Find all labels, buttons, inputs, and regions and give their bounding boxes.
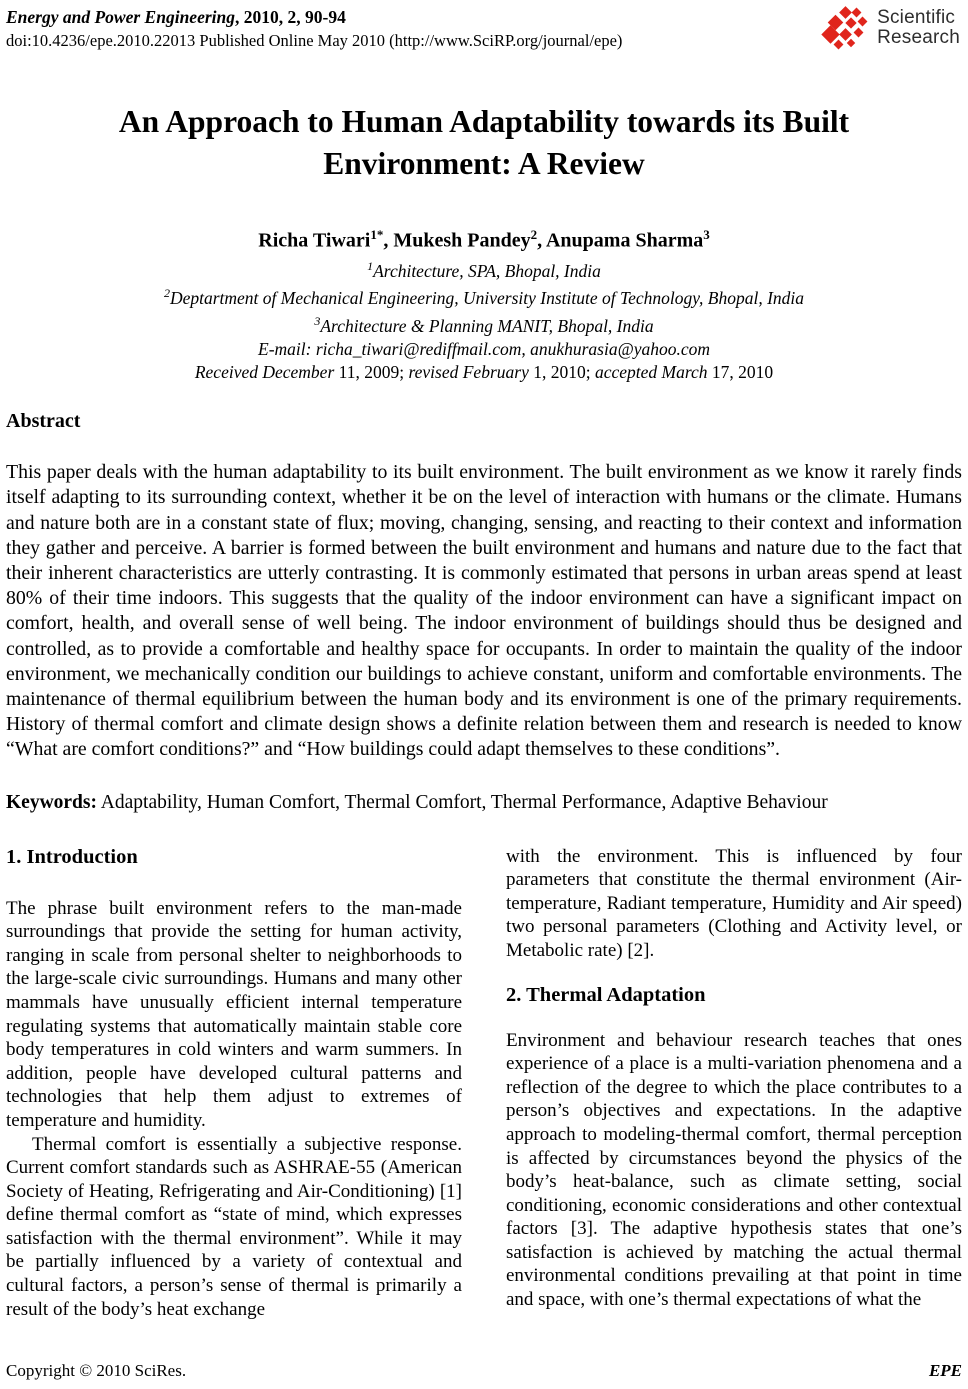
body-columns xyxy=(6,845,962,1322)
journal-meta: , 2010, 2, 90-94 xyxy=(235,7,346,27)
masthead xyxy=(6,6,962,51)
intro-paragraph-2: Thermal comfort is essentially a subjective response. Current comfort standards such as ASHRAE-55 (American Society of Heating, Refrigerating and Air-Conditioning) [1] define thermal comfort as “state of mind, which expresses satisfaction with the thermal environment”. While it may be partially influenced by a variety of contextual and cultural factors, a person’s sense of thermal is primarily a result of the body’s heat exchange xyxy=(6,1133,462,1320)
affil-mark: 1 xyxy=(367,258,374,273)
affil-mark: 3 xyxy=(314,314,321,329)
keywords-line xyxy=(6,791,962,815)
scientific-research-logo xyxy=(824,8,960,50)
paper-title: An Approach to Human Adaptability towards its Built Environment: A Review xyxy=(118,104,850,181)
accepted-date: 17, 2010 xyxy=(707,362,774,383)
section-heading-thermal-adaptation: 2. Thermal Adaptation xyxy=(506,983,706,1006)
affil-mark: 2 xyxy=(163,286,170,301)
journal-citation xyxy=(6,6,622,28)
page-footer xyxy=(6,1361,962,1381)
abstract-heading: Abstract xyxy=(6,410,81,433)
abstract-body: This paper deals with the human adaptability to its built environment. The built environment as we know it rarely finds itself adapting to its surrounding context, whether it be on the level of interaction with humans or the climate. Humans and nature both are in a constant state of flux; moving, changing, sensing, and reacting to their context and information they gather and perceive. A barrier is formed between the built environment and humans and nature due to the fact that their inherent characteristics are utterly contrasting. It is commonly estimated that persons in urban areas spend at least 80% of their time indoors. This suggests that the quality of the indoor environment can have a significant impact on comfort, health, and overall sense of well being. The indoor environment of buildings should thus be designed and controlled, as to provide a comfortable and healthy space for occupants. In order to maintain the quality of the indoor environment, we mechanically condition our buildings to achieve constant, uniform and comfortable environments. The maintenance of thermal equilibrium between the human body and its environment is one of the primary requirements. History of thermal comfort and climate design shows a definite relation between them and research is needed to know “What are comfort conditions?” and “How buildings could adapt themselves to these conditions”. xyxy=(6,461,962,761)
author-name: Richa Tiwari xyxy=(258,229,371,252)
affiliation-text: Deptartment of Mechanical Engineering, University Institute of Technology, Bhopal, India xyxy=(169,288,805,309)
received-line xyxy=(6,361,962,384)
affiliation-line xyxy=(6,255,962,283)
author-affil-mark: 2 xyxy=(530,227,538,242)
diamond-cluster-icon xyxy=(824,8,872,50)
affiliation-text: Architecture, SPA, Bhopal, India xyxy=(373,260,601,281)
received-date: 11, 2009; xyxy=(334,362,409,383)
journal-name: Energy and Power Engineering xyxy=(6,7,235,27)
thermal-adaptation-paragraph: Environment and behaviour research teaches that ones experience of a place is a multi-variation phenomena and a reflection of the degree to which the place contributes to a person’s objectives and expectations. In the adaptive approach to modeling-thermal comfort, thermal perception is affected by circumstances beyond the physics of the body’s heat-balance, such as climate setting, social conditioning, economic considerations and other contextual factors [3]. The adaptive hypothesis states that one’s satisfaction is achieved by matching the actual thermal environmental conditions prevailing at that point in time and space, with one’s thermal expectations of what the xyxy=(506,1029,962,1311)
author-affil-mark: 1* xyxy=(370,227,384,242)
logo-text-line2: Research xyxy=(877,27,960,48)
logo-text-line1: Scientific xyxy=(877,7,956,28)
revised-seg: revised February xyxy=(408,362,529,383)
section-heading-introduction: 1. Introduction xyxy=(6,845,138,868)
accepted-seg: accepted March xyxy=(594,362,708,383)
revised-date: 1, 2010; xyxy=(528,362,595,383)
right-column xyxy=(506,845,962,1322)
left-column xyxy=(6,845,462,1322)
received-seg: Received December xyxy=(194,362,335,383)
intro-paragraph-continued: with the environment. This is influenced by four parameters that constitute the thermal environment (Air-temperature, Radiant temperature, Humidity and Air speed) two personal parameters (Clothing and Activity level, or Metabolic rate) [2]. xyxy=(506,845,962,961)
masthead-left xyxy=(6,6,622,51)
intro-paragraph-1: The phrase built environment refers to the man-made surroundings that provide the setting for human activity, ranging in scale from personal shelter to neighborhoods to the large-scale civic surroundings. Humans and many other mammals have unusually efficient internal temperature regulating systems that automatically maintain stable core body temperatures in cold winters and warm summers. In addition, people have developed cultural patterns and technologies that help them adjust to extremes of temperature and humidity. xyxy=(6,897,462,1131)
affiliations-block xyxy=(6,255,962,384)
doi-line: doi:10.4236/epe.2010.22013 Published Online May 2010 (http://www.SciRP.org/journal/epe) xyxy=(6,31,623,50)
author-name: , Mukesh Pandey xyxy=(383,229,531,252)
affiliation-line xyxy=(6,310,962,338)
affiliation-text: Architecture & Planning MANIT, Bhopal, India xyxy=(320,316,654,337)
email-line: E-mail: richa_tiwari@rediffmail.com, anukhurasia@yahoo.com xyxy=(258,339,710,360)
copyright-text: Copyright © 2010 SciRes. xyxy=(6,1361,187,1380)
keywords-label: Keywords: xyxy=(6,791,97,813)
authors-line xyxy=(6,223,962,253)
keywords-text: Adaptability, Human Comfort, Thermal Comfort, Thermal Performance, Adaptive Behaviour xyxy=(97,791,828,813)
author-name: , Anupama Sharma xyxy=(537,229,704,252)
journal-abbreviation: EPE xyxy=(928,1361,962,1380)
logo-text xyxy=(877,8,960,48)
author-affil-mark: 3 xyxy=(703,227,710,242)
affiliation-line xyxy=(6,282,962,310)
